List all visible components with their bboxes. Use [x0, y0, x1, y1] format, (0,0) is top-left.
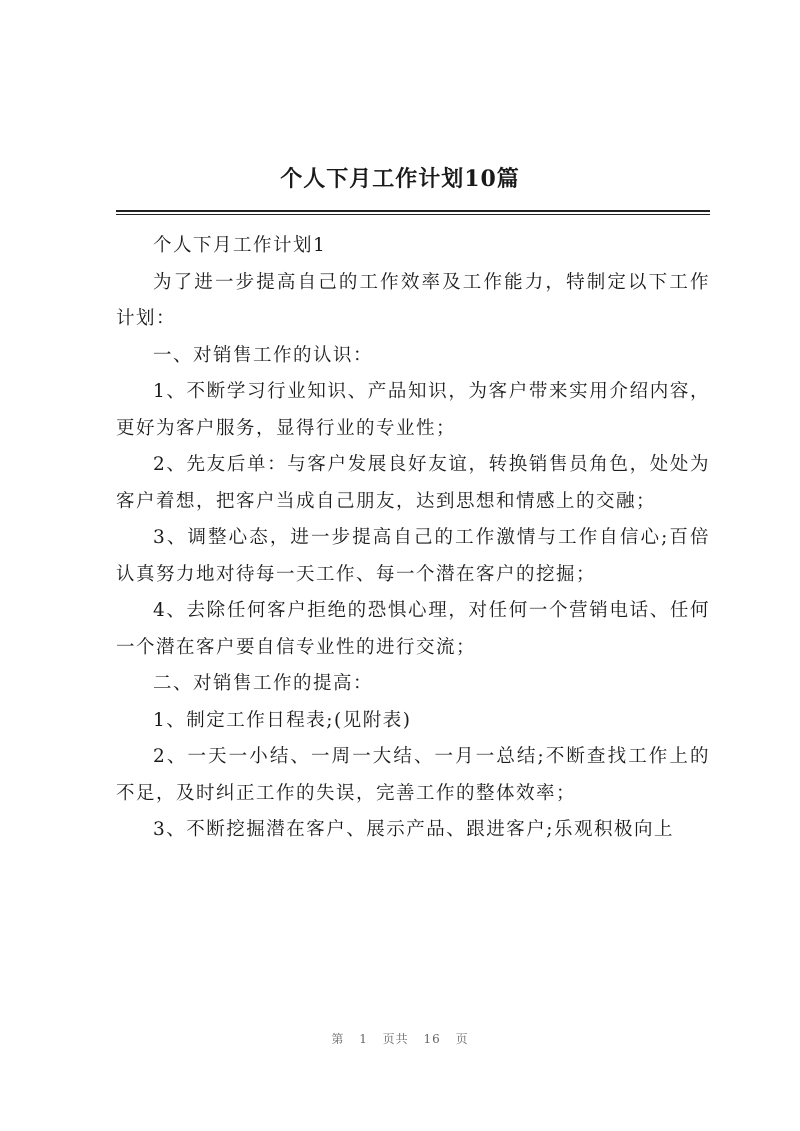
document-title: 个人下月工作计划10篇	[280, 166, 520, 192]
page-number-current: 1	[359, 1032, 368, 1046]
title-divider-thin	[116, 214, 710, 215]
page-number-total: 16	[423, 1032, 441, 1046]
body-paragraph: 1、制定工作日程表;(见附表)	[153, 709, 412, 731]
body-paragraph: 2、先友后单：与客户发展良好友谊，转换销售员角色，处处为客户着想，把客户当成自己朋友，达到思想和情感上的交融；	[116, 454, 710, 512]
body-paragraph: 2、一天一小结、一周一大结、一月一总结;不断查找工作上的不足，及时纠正工作的失误，完善工作的整体效率；	[116, 746, 710, 804]
page-number-prefix: 第	[331, 1032, 345, 1046]
section-heading: 二、对销售工作的提高：	[153, 673, 374, 694]
body-paragraph: 4、去除任何客户拒绝的恐惧心理，对任何一个营销电话、任何一个潜在客户要自信专业性的进行交流；	[116, 600, 710, 658]
document-body	[116, 228, 710, 849]
body-paragraph: 为了进一步提高自己的工作效率及工作能力，特制定以下工作计划：	[116, 271, 710, 329]
page-footer	[0, 1030, 800, 1047]
section-heading: 个人下月工作计划1	[153, 235, 327, 256]
title-divider	[116, 210, 710, 212]
body-paragraph: 3、调整心态，进一步提高自己的工作激情与工作自信心;百倍认真努力地对待每一天工作、每一个潜在客户的挖掘；	[116, 527, 710, 585]
section-heading: 一、对销售工作的认识：	[153, 344, 374, 366]
page-number-middle: 页共	[382, 1032, 409, 1046]
page-number-suffix: 页	[455, 1032, 469, 1046]
body-paragraph: 1、不断学习行业知识、产品知识，为客户带来实用介绍内容，更好为客户服务，显得行业的专业性；	[116, 381, 710, 439]
body-paragraph: 3、不断挖掘潜在客户、展示产品、跟进客户;乐观积极向上	[153, 819, 675, 840]
